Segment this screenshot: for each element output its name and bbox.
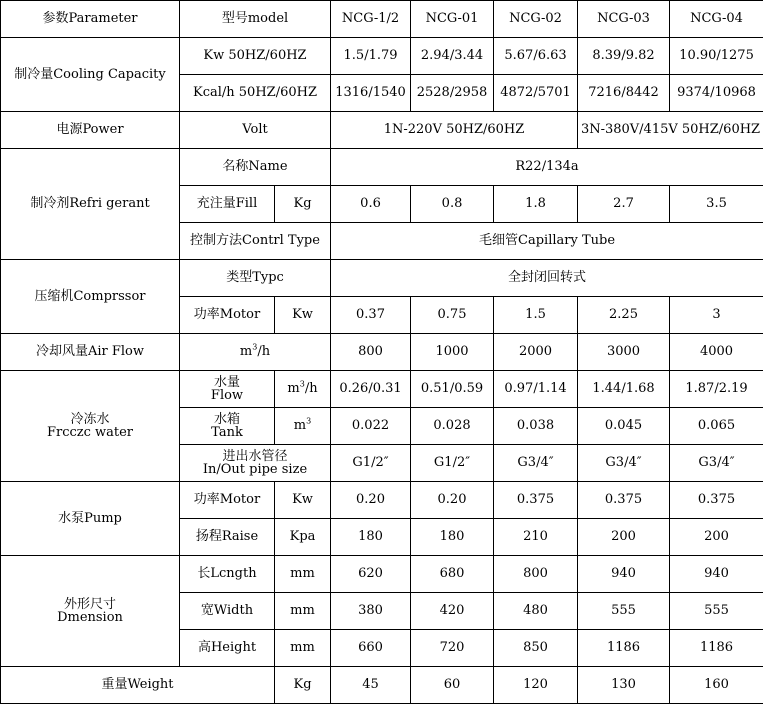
cell: 0.75 [411, 297, 494, 334]
cell: 0.97/1.14 [494, 371, 578, 408]
cell: 0.022 [331, 408, 411, 445]
cell: 2.25 [578, 297, 670, 334]
compressor-label: 压缩机Comprssor [1, 260, 180, 334]
airflow-row [1, 334, 763, 371]
fill-label: 充注量Fill [180, 186, 275, 223]
pump-motor-unit: Kw [275, 482, 331, 519]
cell: 180 [331, 519, 411, 556]
model-col: NCG-03 [578, 1, 670, 38]
model-col: NCG-04 [670, 1, 763, 38]
control-label: 控制方法Contrl Type [180, 223, 331, 260]
dimension-length-row [1, 556, 763, 593]
cell: 0.26/0.31 [331, 371, 411, 408]
cell: 1.5/1.79 [331, 38, 411, 75]
water-label: 冷冻水 Frcczc water [1, 371, 180, 482]
airflow-unit: $m^3/h$ [180, 334, 331, 371]
power-single-phase: 1N-220V 50HZ/60HZ [331, 112, 578, 149]
cell: G1/2″ [331, 445, 411, 482]
cell: 130 [578, 667, 670, 704]
cell: 1186 [578, 630, 670, 667]
cell: 720 [411, 630, 494, 667]
refrigerant-name-label: 名称Name [180, 149, 331, 186]
height-unit: mm [275, 630, 331, 667]
cell: 210 [494, 519, 578, 556]
cell: 555 [578, 593, 670, 630]
control-value: 毛细管Capillary Tube [331, 223, 763, 260]
cell: 800 [331, 334, 411, 371]
model-header: 型号model [180, 1, 331, 38]
cell: 940 [670, 556, 763, 593]
width-label: 宽Width [180, 593, 275, 630]
water-flow-unit: $m^3/h$ [275, 371, 331, 408]
weight-label: 重量Weight [1, 667, 275, 704]
width-unit: mm [275, 593, 331, 630]
cell: 160 [670, 667, 763, 704]
refrigerant-name: R22/134a [331, 149, 763, 186]
cooling-label: 制冷量Cooling Capacity [1, 38, 180, 112]
cell: 3000 [578, 334, 670, 371]
cell: 0.375 [670, 482, 763, 519]
cell: G3/4″ [494, 445, 578, 482]
cell: 420 [411, 593, 494, 630]
weight-row [1, 667, 763, 704]
model-col: NCG-02 [494, 1, 578, 38]
compressor-type-label: 类型Typc [180, 260, 331, 297]
refrigerant-label: 制冷剂Refri gerant [1, 149, 180, 260]
cell: 0.065 [670, 408, 763, 445]
water-flow-row [1, 371, 763, 408]
cell: 180 [411, 519, 494, 556]
cell: 0.375 [578, 482, 670, 519]
power-unit: Volt [180, 112, 331, 149]
pump-raise-label: 扬程Raise [180, 519, 275, 556]
cell: 2.7 [578, 186, 670, 223]
cell: 1.8 [494, 186, 578, 223]
cooling-kw-row [1, 38, 763, 75]
cell: 0.6 [331, 186, 411, 223]
power-label: 电源Power [1, 112, 180, 149]
cell: 2000 [494, 334, 578, 371]
cell: 8.39/9.82 [578, 38, 670, 75]
cell: 0.045 [578, 408, 670, 445]
cell: 0.375 [494, 482, 578, 519]
cell: 45 [331, 667, 411, 704]
dimension-label: 外形尺寸 Dmension [1, 556, 180, 667]
water-tank-unit: $m^3$ [275, 408, 331, 445]
cooling-kcal-unit: Kcal/h 50HZ/60HZ [180, 75, 331, 112]
cell: 3.5 [670, 186, 763, 223]
power-row [1, 112, 763, 149]
cell: 0.8 [411, 186, 494, 223]
cell: 480 [494, 593, 578, 630]
model-col: NCG-1/2 [331, 1, 411, 38]
water-pipe-label: 进出水管径 In/Out pipe size [180, 445, 331, 482]
cell: 0.20 [331, 482, 411, 519]
cell: 0.20 [411, 482, 494, 519]
cell: 9374/10968 [670, 75, 763, 112]
cell: 555 [670, 593, 763, 630]
cell: 2528/2958 [411, 75, 494, 112]
cell: 10.90/1275 [670, 38, 763, 75]
cell: 0.038 [494, 408, 578, 445]
compressor-type-row [1, 260, 763, 297]
cell: 0.028 [411, 408, 494, 445]
height-label: 高Height [180, 630, 275, 667]
cell: 3 [670, 297, 763, 334]
cell: 1.87/2.19 [670, 371, 763, 408]
pump-motor-row [1, 482, 763, 519]
cell: 620 [331, 556, 411, 593]
water-flow-label: 水量 Flow [180, 371, 275, 408]
pump-raise-unit: Kpa [275, 519, 331, 556]
cell: 1.5 [494, 297, 578, 334]
water-tank-label: 水箱 Tank [180, 408, 275, 445]
cell: 800 [494, 556, 578, 593]
cell: 200 [670, 519, 763, 556]
cell: 200 [578, 519, 670, 556]
cell: 940 [578, 556, 670, 593]
header-row [1, 1, 763, 38]
pump-label: 水泵Pump [1, 482, 180, 556]
length-unit: mm [275, 556, 331, 593]
cell: 2.94/3.44 [411, 38, 494, 75]
pump-motor-label: 功率Motor [180, 482, 275, 519]
cell: G3/4″ [578, 445, 670, 482]
model-col: NCG-01 [411, 1, 494, 38]
cell: G1/2″ [411, 445, 494, 482]
cell: 660 [331, 630, 411, 667]
compressor-motor-unit: Kw [275, 297, 331, 334]
compressor-motor-label: 功率Motor [180, 297, 275, 334]
airflow-label: 冷却风量Air Flow [1, 334, 180, 371]
cell: G3/4″ [670, 445, 763, 482]
fill-unit: Kg [275, 186, 331, 223]
cooling-kw-unit: Kw 50HZ/60HZ [180, 38, 331, 75]
cell: 120 [494, 667, 578, 704]
cell: 60 [411, 667, 494, 704]
cell: 680 [411, 556, 494, 593]
cell: 380 [331, 593, 411, 630]
cell: 4000 [670, 334, 763, 371]
cell: 4872/5701 [494, 75, 578, 112]
cell: 1000 [411, 334, 494, 371]
power-three-phase: 3N-380V/415V 50HZ/60HZ [578, 112, 763, 149]
cell: 7216/8442 [578, 75, 670, 112]
cell: 0.51/0.59 [411, 371, 494, 408]
compressor-type: 全封闭回转式 [331, 260, 763, 297]
weight-unit: Kg [275, 667, 331, 704]
cell: 0.37 [331, 297, 411, 334]
cell: 5.67/6.63 [494, 38, 578, 75]
cell: 1.44/1.68 [578, 371, 670, 408]
cell: 1186 [670, 630, 763, 667]
cell: 1316/1540 [331, 75, 411, 112]
length-label: 长Lcngth [180, 556, 275, 593]
refrigerant-name-row [1, 149, 763, 186]
cell: 850 [494, 630, 578, 667]
param-header: 参数Parameter [1, 1, 180, 38]
